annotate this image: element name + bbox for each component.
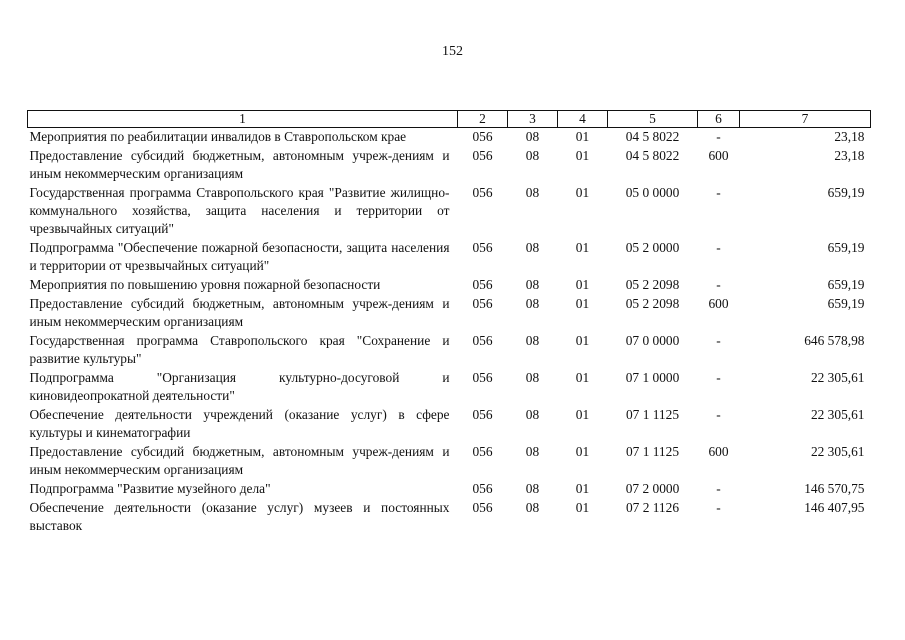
code-expense-type: 600 — [708, 444, 729, 459]
code-ministry: 056 — [472, 296, 493, 311]
code-target: 07 1 1125 — [625, 407, 680, 422]
item-name: Обеспечение деятельности (оказание услуг) музеев и постоянных выставок — [29, 500, 450, 533]
code-section: 08 — [525, 444, 540, 459]
code-ministry: 056 — [472, 277, 493, 292]
code-section: 08 — [525, 240, 540, 255]
code-target: 05 0 0000 — [625, 185, 680, 200]
code-subsection: 01 — [575, 370, 590, 385]
code-section: 08 — [525, 407, 540, 422]
amount: 22 305,61 — [810, 370, 865, 385]
code-target: 05 2 2098 — [625, 277, 680, 292]
amount: 659,19 — [827, 296, 865, 311]
item-name: Предоставление субсидий бюджетным, автономным учреж-дениям и иным некоммерческим организациям — [29, 296, 450, 329]
code-subsection: 01 — [575, 277, 590, 292]
code-ministry: 056 — [472, 185, 493, 200]
code-expense-type: - — [716, 129, 721, 144]
code-target: 05 2 2098 — [625, 296, 680, 311]
code-ministry: 056 — [472, 370, 493, 385]
code-ministry: 056 — [472, 407, 493, 422]
code-subsection: 01 — [575, 296, 590, 311]
code-ministry: 056 — [472, 240, 493, 255]
table-row — [28, 184, 871, 239]
table-row — [28, 147, 871, 184]
code-ministry: 056 — [472, 481, 493, 496]
table-row — [28, 332, 871, 369]
amount: 659,19 — [827, 185, 865, 200]
code-ministry: 056 — [472, 148, 493, 163]
code-subsection: 01 — [575, 185, 590, 200]
amount: 146 407,95 — [804, 500, 865, 515]
code-expense-type: - — [716, 240, 721, 255]
amount: 146 570,75 — [804, 481, 865, 496]
table-row — [28, 128, 871, 148]
code-expense-type: - — [716, 333, 721, 348]
code-ministry: 056 — [472, 444, 493, 459]
table-row — [28, 406, 871, 443]
table-row — [28, 239, 871, 276]
code-ministry: 056 — [472, 129, 493, 144]
code-target: 07 0 0000 — [625, 333, 680, 348]
header-col-2: 2 — [458, 111, 508, 128]
code-expense-type: 600 — [708, 148, 729, 163]
item-name: Подпрограмма "Обеспечение пожарной безопасности, защита населения и территории от чрезвычайных ситуаций" — [29, 240, 450, 273]
table-row — [28, 443, 871, 480]
code-target: 05 2 0000 — [625, 240, 680, 255]
item-name: Подпрограмма "Развитие музейного дела" — [29, 481, 271, 496]
code-section: 08 — [525, 148, 540, 163]
code-section: 08 — [525, 481, 540, 496]
amount: 23,18 — [834, 148, 865, 163]
table-row — [28, 276, 871, 295]
code-expense-type: 600 — [708, 296, 729, 311]
code-section: 08 — [525, 333, 540, 348]
code-section: 08 — [525, 370, 540, 385]
code-section: 08 — [525, 296, 540, 311]
amount: 23,18 — [834, 129, 865, 144]
item-name: Обеспечение деятельности учреждений (оказание услуг) в сфере культуры и кинематографии — [29, 407, 450, 440]
code-target: 04 5 8022 — [625, 129, 680, 144]
header-col-1: 1 — [28, 111, 458, 128]
code-subsection: 01 — [575, 500, 590, 515]
page-number: 152 — [442, 44, 463, 59]
code-ministry: 056 — [472, 333, 493, 348]
code-expense-type: - — [716, 407, 721, 422]
code-subsection: 01 — [575, 407, 590, 422]
code-ministry: 056 — [472, 500, 493, 515]
header-col-4: 4 — [558, 111, 608, 128]
item-name: Государственная программа Ставропольского края "Сохранение и развитие культуры" — [29, 333, 450, 366]
table-row — [28, 369, 871, 406]
table-row — [28, 499, 871, 536]
header-col-6: 6 — [698, 111, 740, 128]
code-subsection: 01 — [575, 240, 590, 255]
code-subsection: 01 — [575, 129, 590, 144]
code-section: 08 — [525, 500, 540, 515]
code-expense-type: - — [716, 277, 721, 292]
header-col-7: 7 — [740, 111, 871, 128]
code-subsection: 01 — [575, 481, 590, 496]
code-section: 08 — [525, 277, 540, 292]
table-row — [28, 295, 871, 332]
code-target: 07 1 1125 — [625, 444, 680, 459]
amount: 659,19 — [827, 277, 865, 292]
budget-table — [27, 110, 871, 536]
table-row — [28, 480, 871, 499]
item-name: Мероприятия по повышению уровня пожарной безопасности — [29, 277, 381, 292]
item-name: Предоставление субсидий бюджетным, автономным учреж-дениям и иным некоммерческим организациям — [29, 148, 450, 181]
item-name: Предоставление субсидий бюджетным, автономным учреж-дениям и иным некоммерческим организациям — [29, 444, 450, 477]
code-expense-type: - — [716, 370, 721, 385]
header-col-5: 5 — [608, 111, 698, 128]
code-section: 08 — [525, 129, 540, 144]
amount: 22 305,61 — [810, 407, 865, 422]
amount: 22 305,61 — [810, 444, 865, 459]
header-row — [28, 111, 871, 128]
code-subsection: 01 — [575, 444, 590, 459]
code-subsection: 01 — [575, 333, 590, 348]
code-target: 07 2 0000 — [625, 481, 680, 496]
code-target: 07 1 0000 — [625, 370, 680, 385]
code-subsection: 01 — [575, 148, 590, 163]
code-expense-type: - — [716, 185, 721, 200]
item-name: Государственная программа Ставропольского края "Развитие жилищно-коммунального хозяйства, защита населения и территории от чрезвычайных ситуаций" — [29, 185, 450, 236]
item-name: Мероприятия по реабилитации инвалидов в Ставропольском крае — [29, 129, 407, 144]
item-name: Подпрограмма "Организация культурно-досуговой и киновидеопрокатной деятельности" — [29, 370, 450, 403]
amount: 646 578,98 — [804, 333, 865, 348]
code-expense-type: - — [716, 500, 721, 515]
code-section: 08 — [525, 185, 540, 200]
code-target: 04 5 8022 — [625, 148, 680, 163]
header-col-3: 3 — [508, 111, 558, 128]
code-expense-type: - — [716, 481, 721, 496]
amount: 659,19 — [827, 240, 865, 255]
code-target: 07 2 1126 — [625, 500, 680, 515]
